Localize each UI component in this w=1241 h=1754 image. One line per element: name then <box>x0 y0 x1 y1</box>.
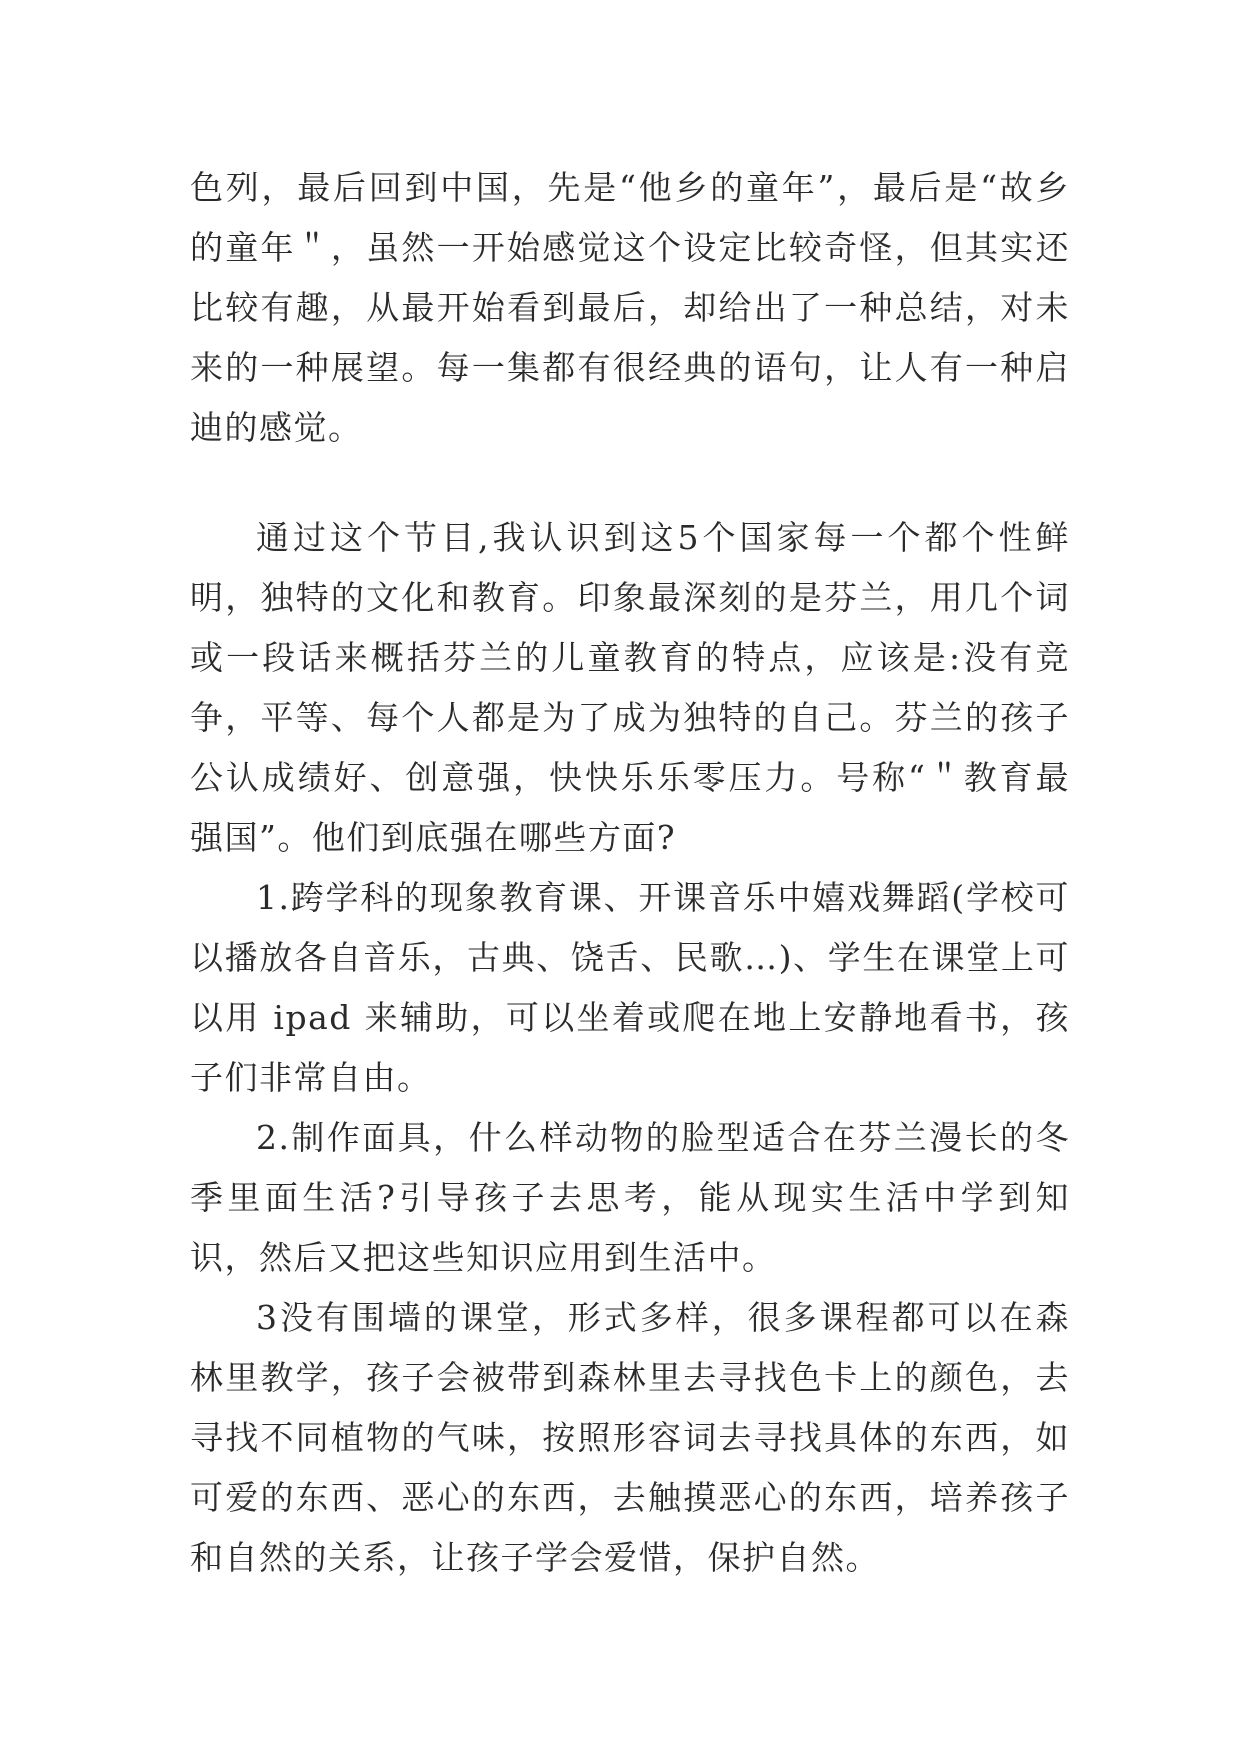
text-section-main <box>190 508 1070 1588</box>
paragraph-continuation: 色列，最后回到中国，先是“他乡的童年”，最后是“故乡的童年＂，虽然一开始感觉这个设定比较奇怪，但其实还比较有趣，从最开始看到最后，却给出了一种总结，对未来的一种展望。每一集都有很经典的语句，让人有一种启迪的感觉。 <box>190 168 1070 447</box>
text-section-top <box>190 158 1070 458</box>
paragraph-point-2: 2.制作面具，什么样动物的脸型适合在芬兰漫长的冬季里面生活?引导孩子去思考，能从现实生活中学到知识，然后又把这些知识应用到生活中。 <box>190 1118 1070 1277</box>
paragraph-point-3: 3没有围墙的课堂，形式多样，很多课程都可以在森林里教学，孩子会被带到森林里去寻找色卡上的颜色，去寻找不同植物的气味，按照形容词去寻找具体的东西，如可爱的东西、恶心的东西，去触摸恶心的东西，培养孩子和自然的关系，让孩子学会爱惜，保护自然。 <box>190 1298 1070 1577</box>
paragraph-intro: 通过这个节目,我认识到这5个国家每一个都个性鲜明，独特的文化和教育。印象最深刻的是芬兰，用几个词或一段话来概括芬兰的儿童教育的特点，应该是:没有竞争，平等、每个人都是为了成为独特的自己。芬兰的孩子公认成绩好、创意强，快快乐乐零压力。号称“＂教育最强国”。他们到底强在哪些方面? <box>190 518 1070 857</box>
paragraph-point-1: 1.跨学科的现象教育课、开课音乐中嬉戏舞蹈(学校可以播放各自音乐，古典、饶舌、民歌…)、学生在课堂上可以用 ipad 来辅助，可以坐着或爬在地上安静地看书，孩子们非常自由。 <box>190 878 1070 1097</box>
